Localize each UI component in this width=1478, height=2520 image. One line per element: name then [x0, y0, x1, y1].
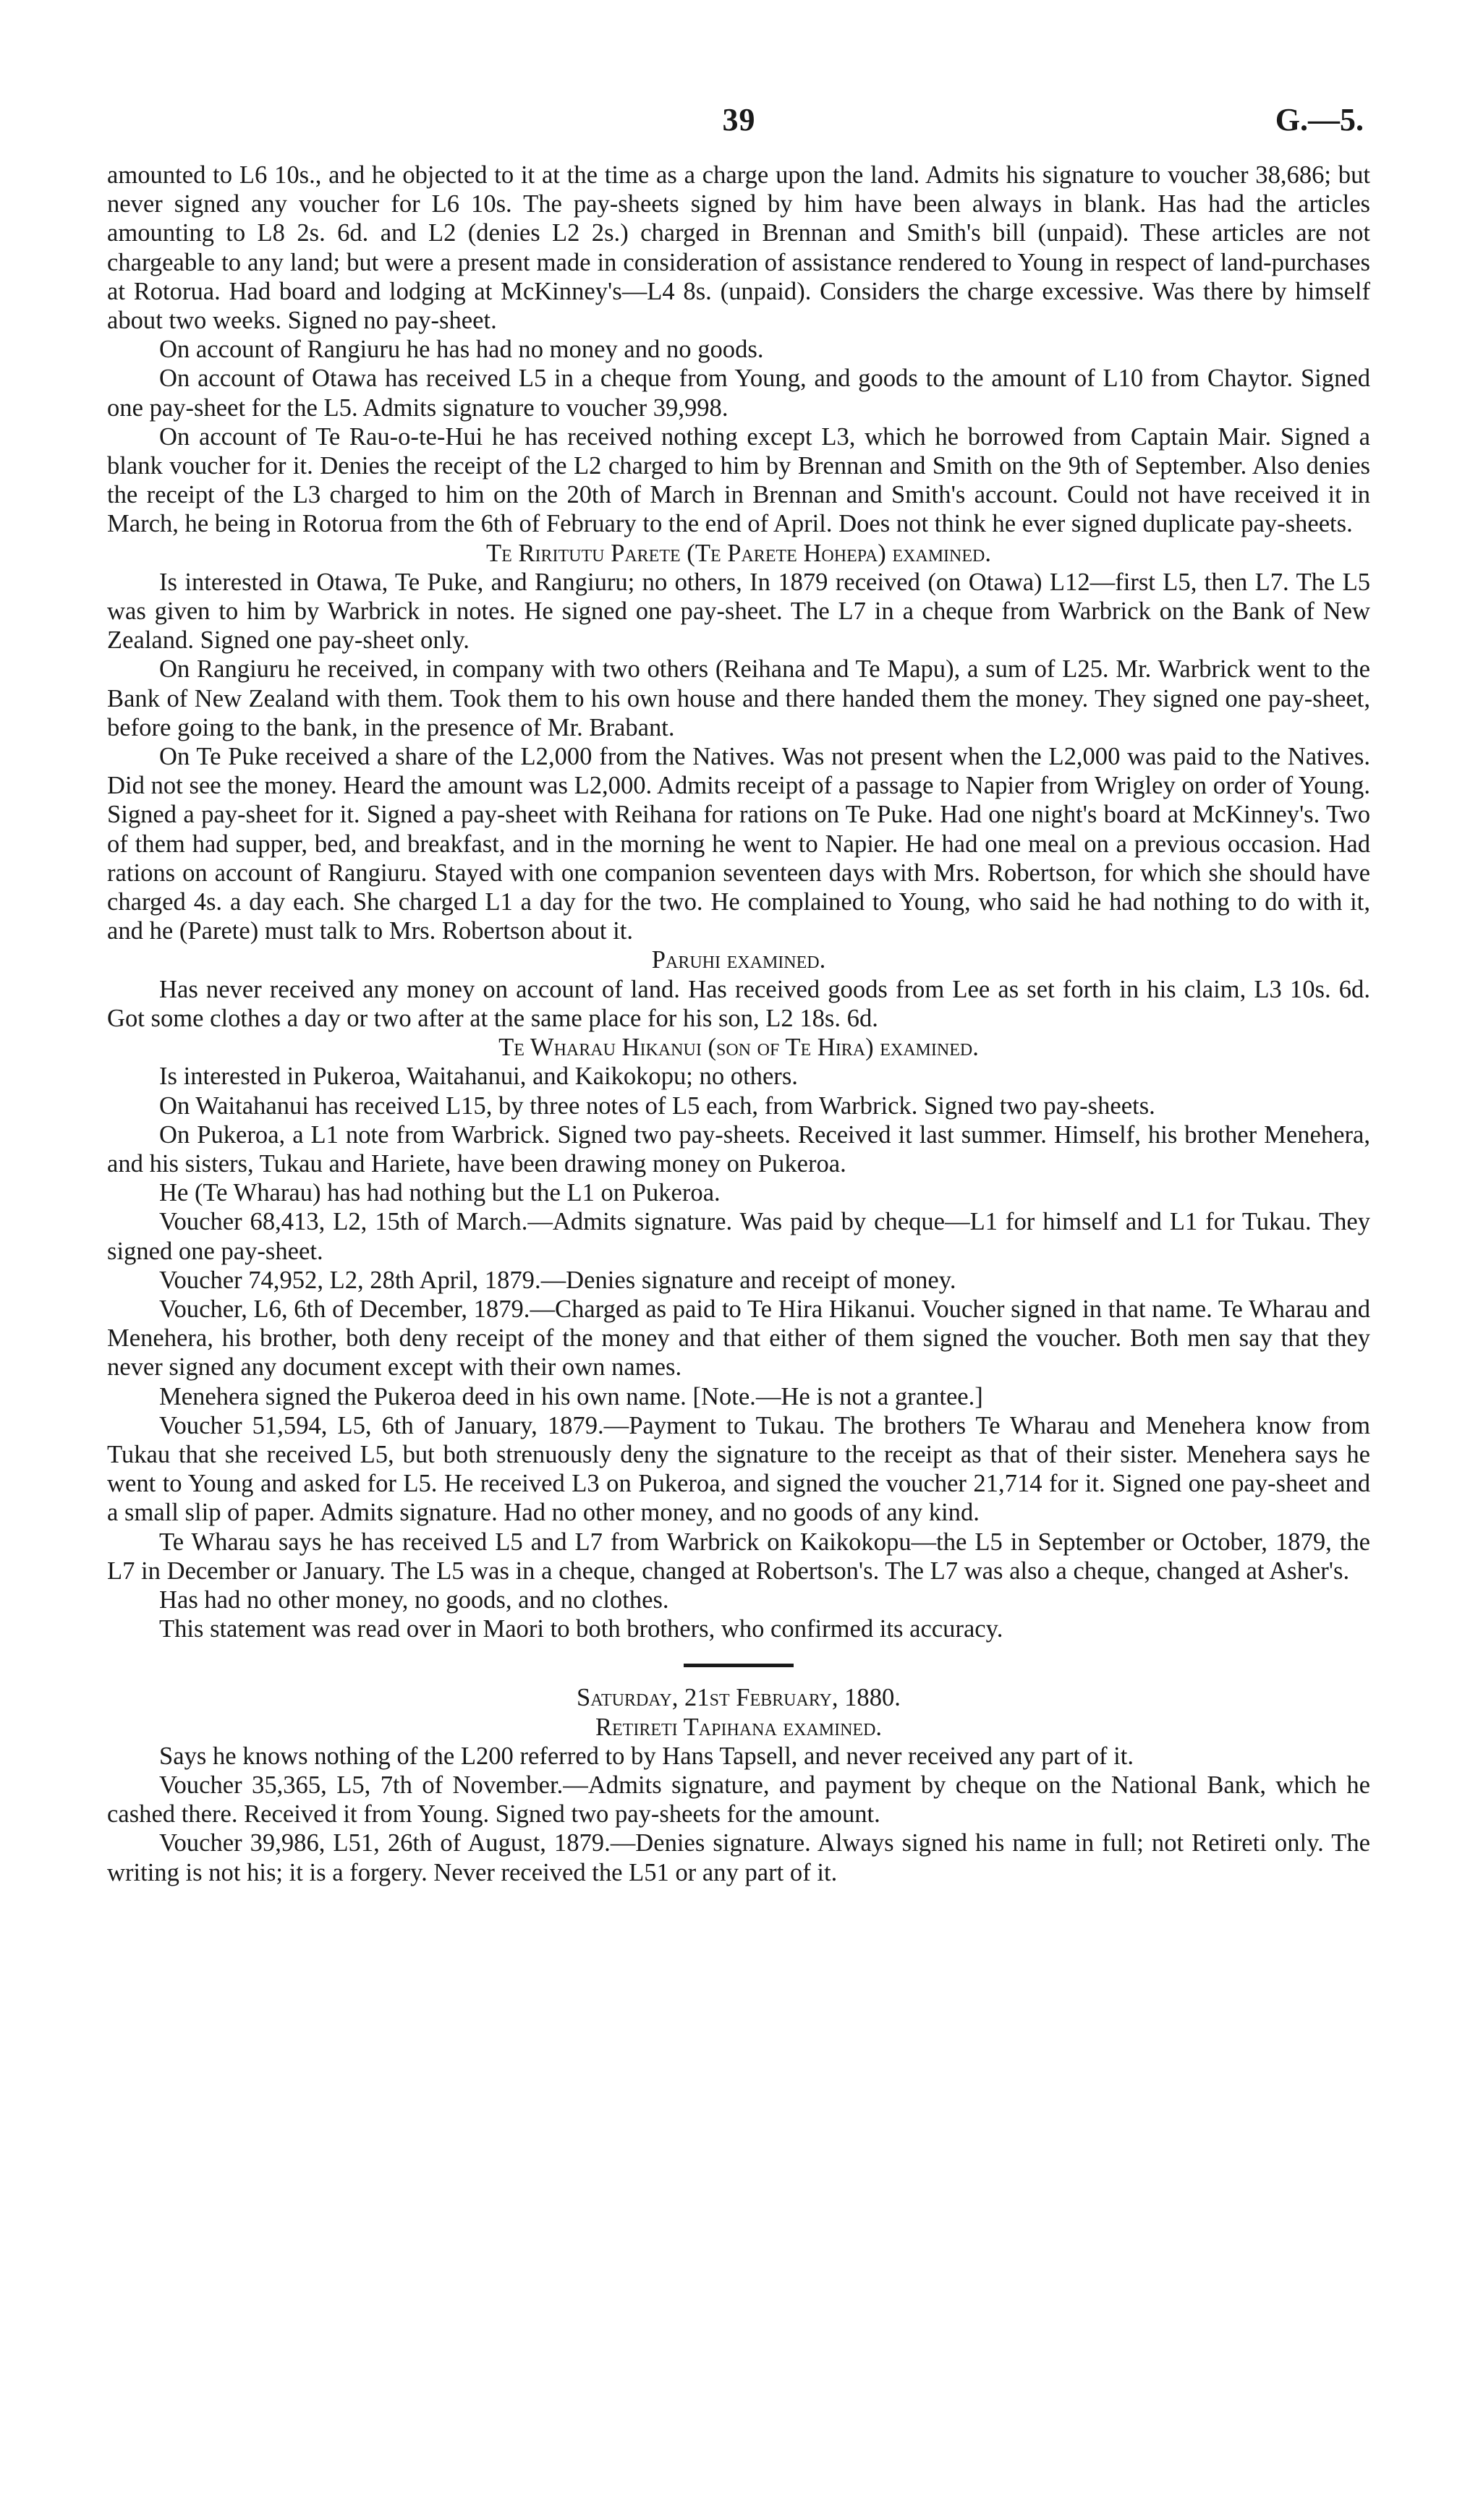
section-heading: Retireti Tapihana examined. — [595, 1713, 883, 1741]
paragraph: Voucher 74,952, L2, 28th April, 1879.—Denies signature and receipt of money. — [159, 1266, 956, 1294]
paragraph: Te Wharau says he has received L5 and L7 from Warbrick on Kaikokopu—the L5 in September or October, 1879, the L7 in December or January. The L5 was in a cheque, changed at Robertson's. The L7 was also a cheque, changed at Asher's. — [107, 1528, 1370, 1585]
paragraph: Menehera signed the Pukeroa deed in his own name. [Note.—He is not a grantee.] — [159, 1382, 983, 1410]
paragraph: This statement was read over in Maori to both brothers, who confirmed its accuracy. — [159, 1615, 1003, 1643]
paragraph: On Waitahanui has received L15, by three notes of L5 each, from Warbrick. Signed two pay-sheets. — [159, 1091, 1155, 1120]
paragraph: Has had no other money, no goods, and no clothes. — [159, 1585, 669, 1614]
section-heading: Te Riritutu Parete (Te Parete Hohepa) examined. — [486, 539, 991, 567]
paragraph: Voucher, L6, 6th of December, 1879.—Charged as paid to Te Hira Hikanui. Voucher signed in that name. Te Wharau and Menehera, his brother, both deny receipt of the money and that either of them signed the voucher. Both men say that they never signed any document except with their own names. — [107, 1295, 1370, 1382]
paragraph: On account of Rangiuru he has had no money and no goods. — [159, 336, 764, 364]
paragraph: On account of Te Rau-o-te-Hui he has received nothing except L3, which he borrowed from Captain Mair. Signed a blank voucher for it. Denies the receipt of the L2 charged to him by Brennan and Smith on the 9th of September. Also denies the receipt of the L3 charged to him on the 20th of March in Brennan and Smith's account. Could not have received it in March, he being in Rotorua from the 6th of February to the end of April. Does not think he ever signed duplicate pay-sheets. — [107, 422, 1370, 538]
paragraph: Says he knows nothing of the L200 referred to by Hans Tapsell, and never received any part of it. — [159, 1742, 1134, 1770]
paragraph: On account of Otawa has received L5 in a cheque from Young, and goods to the amount of L10 from Chaytor. Signed one pay-sheet for the L5. Admits signature to voucher 39,998. — [107, 365, 1370, 422]
section-heading: Te Wharau Hikanui (son of Te Hira) examined. — [498, 1034, 979, 1062]
paragraph: On Rangiuru he received, in company with two others (Reihana and Te Mapu), a sum of L25. Mr. Warbrick went to the Bank of New Zealand with them. Took them to his own house and there handed them the money. They signed one pay-sheet, before going to the bank, in the presence of Mr. Brabant. — [107, 655, 1370, 741]
paragraph: Voucher 39,986, L51, 26th of August, 1879.—Denies signature. Always signed his name in full; not Retireti only. The writing is not his; it is a forgery. Never received the L51 or any part of it. — [107, 1829, 1370, 1886]
paragraph: Has never received any money on account of land. Has received goods from Lee as set forth in his claim, L3 10s. 6d. Got some clothes a day or two after at the same place for his son, L2 18s. 6d. — [107, 975, 1370, 1032]
document-reference: G.—5. — [1275, 102, 1364, 137]
paragraph: On Pukeroa, a L1 note from Warbrick. Signed two pay-sheets. Received it last summer. Himself, his brother Menehera, and his sisters, Tukau and Hariete, have been drawing money on Pukeroa. — [107, 1120, 1370, 1178]
paragraph: Is interested in Pukeroa, Waitahanui, and Kaikokopu; no others. — [159, 1063, 798, 1091]
paragraph: Voucher 68,413, L2, 15th of March.—Admits signature. Was paid by cheque—L1 for himself and L1 for Tukau. They signed one pay-sheet. — [107, 1208, 1370, 1265]
paragraph: Voucher 35,365, L5, 7th of November.—Admits signature, and payment by cheque on the National Bank, which he cashed there. Received it from Young. Signed two pay-sheets for the amount. — [107, 1771, 1370, 1829]
paragraph: amounted to L6 10s., and he objected to it at the time as a charge upon the land. Admits his signature to voucher 38,686; but never signed any voucher for L6 10s. The pay-sheets signed by him have been always in blank. Has had the articles amounting to L8 2s. 6d. and L2 (denies L2 2s.) charged in Brennan and Smith's bill (unpaid). These articles are not chargeable to any land; but were a present made in consideration of assistance rendered to Young in respect of land-purchases at Rotorua. Had board and lodging at McKinney's—L4 8s. (unpaid). Considers the charge excessive. Was there by himself about two weeks. Signed no pay-sheet. — [107, 161, 1370, 335]
paragraph: Voucher 51,594, L5, 6th of January, 1879.—Payment to Tukau. The brothers Te Wharau and Menehera know from Tukau that she received L5, but both strenuously deny the signature to the receipt as that of their sister. Menehera says he went to Young and asked for L5. He received L3 on Pukeroa, and signed the voucher 21,714 for it. Signed one pay-sheet and a small slip of paper. Admits signature. Had no other money, and no goods of any kind. — [107, 1411, 1370, 1527]
date-heading: Saturday, 21st February, 1880. — [577, 1684, 901, 1712]
section-heading: Paruhi examined. — [651, 946, 826, 974]
paragraph: Is interested in Otawa, Te Puke, and Rangiuru; no others, In 1879 received (on Otawa) L12—first L5, then L7. The L5 was given to him by Warbrick in notes. He signed one pay-sheet. The L7 in a cheque from Warbrick on the Bank of New Zealand. Signed one pay-sheet only. — [107, 568, 1370, 655]
page-body — [107, 161, 1370, 1887]
section-divider — [684, 1664, 794, 1667]
paragraph: On Te Puke received a share of the L2,000 from the Natives. Was not present when the L2,000 was paid to the Natives. Did not see the money. Heard the amount was L2,000. Admits receipt of a passage to Napier from Wrigley on order of Young. Signed a pay-sheet for it. Signed a pay-sheet with Reihana for rations on Te Puke. Had one night's board at McKinney's. Two of them had supper, bed, and breakfast, and in the morning he went to Napier. He had one meal on a previous occasion. Had rations on account of Rangiuru. Stayed with one companion seventeen days with Mrs. Robertson, for which she should have charged 4s. a day each. She charged L1 a day for the two. He complained to Young, who said he had nothing to do with it, and he (Parete) must talk to Mrs. Robertson about it. — [107, 743, 1370, 945]
page-number: 39 — [722, 102, 756, 137]
paragraph: He (Te Wharau) has had nothing but the L1 on Pukeroa. — [159, 1179, 721, 1207]
